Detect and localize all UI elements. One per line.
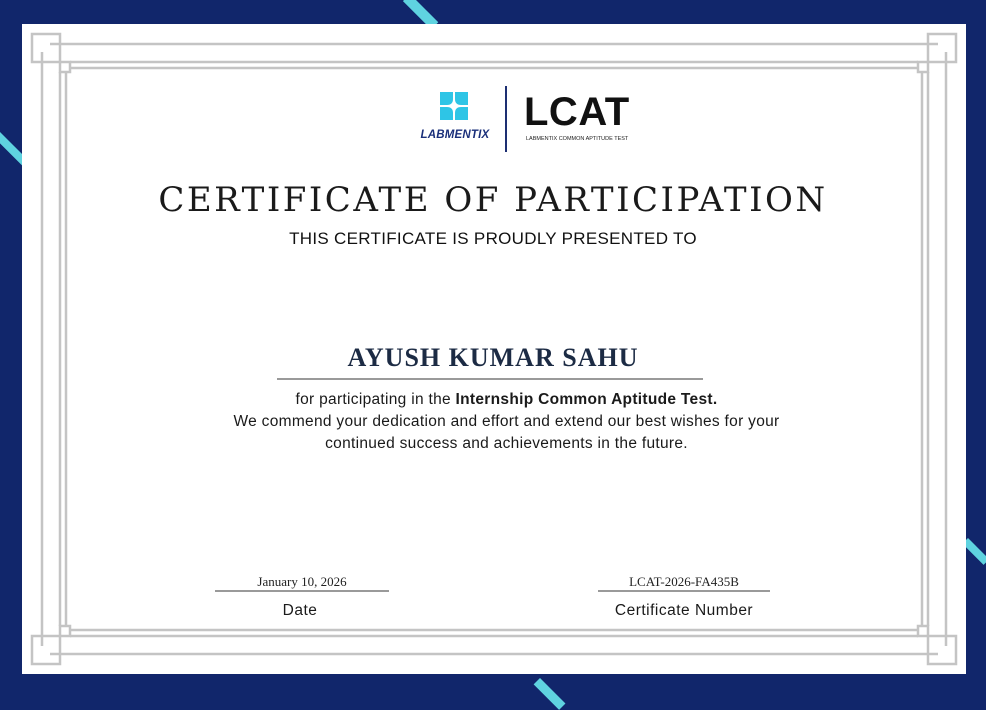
certificate-number-label: Certificate Number	[614, 602, 754, 619]
certificate-subtitle: THIS CERTIFICATE IS PROUDLY PRESENTED TO	[289, 229, 697, 248]
certificate-number-underline	[598, 590, 770, 592]
body-line-1	[0, 389, 986, 411]
logo-divider	[505, 86, 507, 152]
date-underline	[215, 590, 389, 592]
labmentix-wordmark: LABMENTIX	[420, 129, 490, 141]
lcat-wordmark: LCAT	[524, 90, 630, 134]
lcat-tagline: LABMENTIX COMMON APTITUDE TEST	[526, 136, 629, 142]
test-name: Internship Common Aptitude Test.	[455, 391, 718, 408]
certificate-body	[0, 389, 986, 455]
body-line-1-prefix: for participating in the	[295, 391, 456, 408]
body-line-3: continued success and achievements in the future.	[325, 435, 688, 452]
date-label: Date	[282, 602, 318, 619]
recipient-name: AYUSH KUMAR SAHU	[347, 343, 639, 372]
recipient-underline	[277, 378, 703, 380]
logo-area	[418, 86, 638, 156]
body-line-2: We commend your dedication and effort and extend our best wishes for your	[233, 413, 780, 430]
date-value: January 10, 2026	[257, 574, 347, 589]
labmentix-pinwheel-icon	[437, 89, 471, 123]
certificate-number-value: LCAT-2026-FA435B	[629, 574, 739, 589]
certificate-title: CERTIFICATE OF PARTICIPATION	[158, 180, 828, 220]
corner-accent-stripe	[534, 678, 566, 710]
